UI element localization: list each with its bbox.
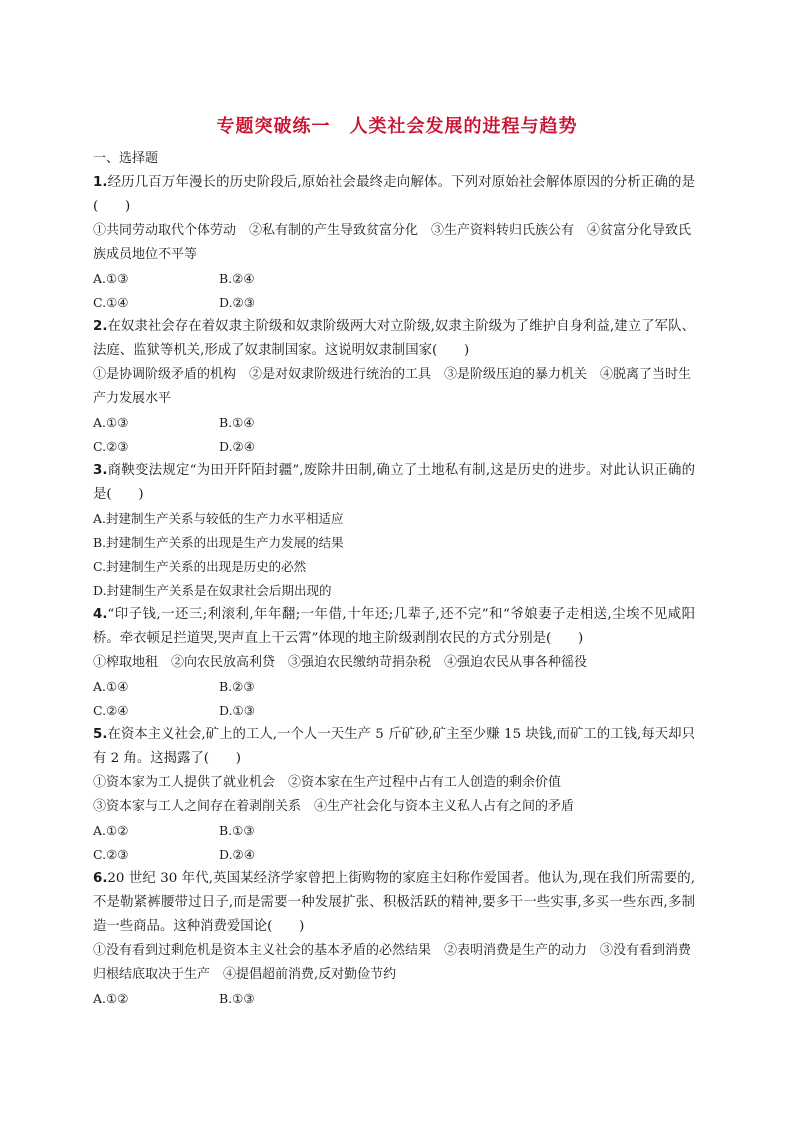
question-4 (93, 603, 695, 723)
question-stem (93, 723, 695, 771)
question-stem (93, 459, 695, 507)
option-c[interactable]: C.②③ (93, 439, 129, 454)
option-b[interactable]: B.①④ (219, 415, 255, 430)
question-6 (93, 867, 695, 1011)
options-row (93, 675, 695, 699)
option-d[interactable]: D.①③ (219, 703, 255, 718)
option-b[interactable]: B.②④ (219, 271, 255, 286)
option-a[interactable]: A.①④ (93, 679, 129, 694)
question-number: 5. (93, 727, 108, 742)
question-number: 3. (93, 463, 108, 478)
options-row (93, 987, 695, 1011)
option-c[interactable]: C.②④ (93, 703, 129, 718)
statement-line: ①是协调阶级矛盾的机构 ②是对奴隶阶级进行统治的工具 ③是阶级压迫的暴力机关 ④脱离了当时生产力发展水平 (93, 367, 692, 406)
option-d[interactable]: D.封建制生产关系是在奴隶社会后期出现的 (93, 583, 332, 598)
option-a[interactable]: A.封建制生产关系与较低的生产力水平相适应 (93, 511, 344, 526)
question-number: 1. (93, 175, 108, 190)
statement-line: ①资本家为工人提供了就业机会 ②资本家在生产过程中占有工人创造的剩余价值 (93, 775, 562, 790)
question-text: 在资本主义社会,矿上的工人,一个人一天生产 5 斤矿砂,矿主至少赚 15 块钱,而矿工的工钱,每天却只有 2 角。这揭露了( ) (93, 727, 695, 766)
question-number: 4. (93, 607, 108, 622)
question-text: 商鞅变法规定“为田开阡陌封疆”,废除井田制,确立了土地私有制,这是历史的进步。对此认识正确的是( ) (93, 463, 695, 502)
question-text: 经历几百万年漫长的历史阶段后,原始社会最终走向解体。下列对原始社会解体原因的分析正确的是( ) (93, 175, 695, 214)
option-b[interactable]: B.封建制生产关系的出现是生产力发展的结果 (93, 535, 344, 550)
options-row (93, 699, 695, 723)
section-heading: 一、选择题 (93, 151, 159, 166)
option-c[interactable]: C.①④ (93, 295, 129, 310)
content-area (93, 147, 695, 1011)
option-a[interactable]: A.①② (93, 823, 129, 838)
question-stem (93, 171, 695, 219)
option-b[interactable]: B.①③ (219, 991, 255, 1006)
option-b[interactable]: B.①③ (219, 823, 255, 838)
option-c[interactable]: C.封建制生产关系的出现是历史的必然 (93, 559, 307, 574)
options-row (93, 819, 695, 843)
options-row (93, 411, 695, 435)
options-row (93, 435, 695, 459)
option-c[interactable]: C.②③ (93, 847, 129, 862)
option-a[interactable]: A.①② (93, 991, 129, 1006)
options-row (93, 843, 695, 867)
option-a[interactable]: A.①③ (93, 271, 129, 286)
statement-line: ①没有看到过剩危机是资本主义社会的基本矛盾的必然结果 ②表明消费是生产的动力 ③没有看到消费归根结底取决于生产 ④提倡超前消费,反对勤俭节约 (93, 943, 692, 982)
question-text: 在奴隶社会存在着奴隶主阶级和奴隶阶级两大对立阶级,奴隶主阶级为了维护自身利益,建立了军队、法庭、监狱等机关,形成了奴隶制国家。这说明奴隶制国家( ) (93, 319, 695, 358)
question-text: “印子钱,一还三;利滚利,年年翻;一年借,十年还;几辈子,还不完”和“爷娘妻子走相送,尘埃不见咸阳桥。牵衣顿足拦道哭,哭声直上干云霄”体现的地主阶级剥削农民的方式分别是( ) (93, 607, 695, 646)
question-stem (93, 603, 695, 651)
statement-line: ①榨取地租 ②向农民放高利贷 ③强迫农民缴纳苛捐杂税 ④强迫农民从事各种徭役 (93, 655, 588, 670)
statement-line: ③资本家与工人之间存在着剥削关系 ④生产社会化与资本主义私人占有之间的矛盾 (93, 799, 575, 814)
statement-line: ①共同劳动取代个体劳动 ②私有制的产生导致贫富分化 ③生产资料转归氏族公有 ④贫富分化导致氏族成员地位不平等 (93, 223, 692, 262)
question-stem (93, 867, 695, 939)
question-2 (93, 315, 695, 459)
option-d[interactable]: D.②④ (219, 439, 255, 454)
page-title: 专题突破练一 人类社会发展的进程与趋势 (216, 116, 578, 137)
question-number: 6. (93, 871, 108, 886)
options-row (93, 267, 695, 291)
question-1 (93, 171, 695, 315)
option-a[interactable]: A.①③ (93, 415, 129, 430)
question-number: 2. (93, 319, 108, 334)
question-stem (93, 315, 695, 363)
question-text: 20 世纪 30 年代,英国某经济学家曾把上街购物的家庭主妇称作爱国者。他认为,现在我们所需要的,不是勒紧裤腰带过日子,而是需要一种发展扩张、积极活跃的精神,要多干一些实事,多买一些东西,多制造一些商品。这种消费爱国论( ) (93, 871, 695, 934)
question-3 (93, 459, 695, 603)
question-5 (93, 723, 695, 867)
options-row (93, 291, 695, 315)
option-b[interactable]: B.②③ (219, 679, 255, 694)
option-d[interactable]: D.②④ (219, 847, 255, 862)
option-d[interactable]: D.②③ (219, 295, 255, 310)
